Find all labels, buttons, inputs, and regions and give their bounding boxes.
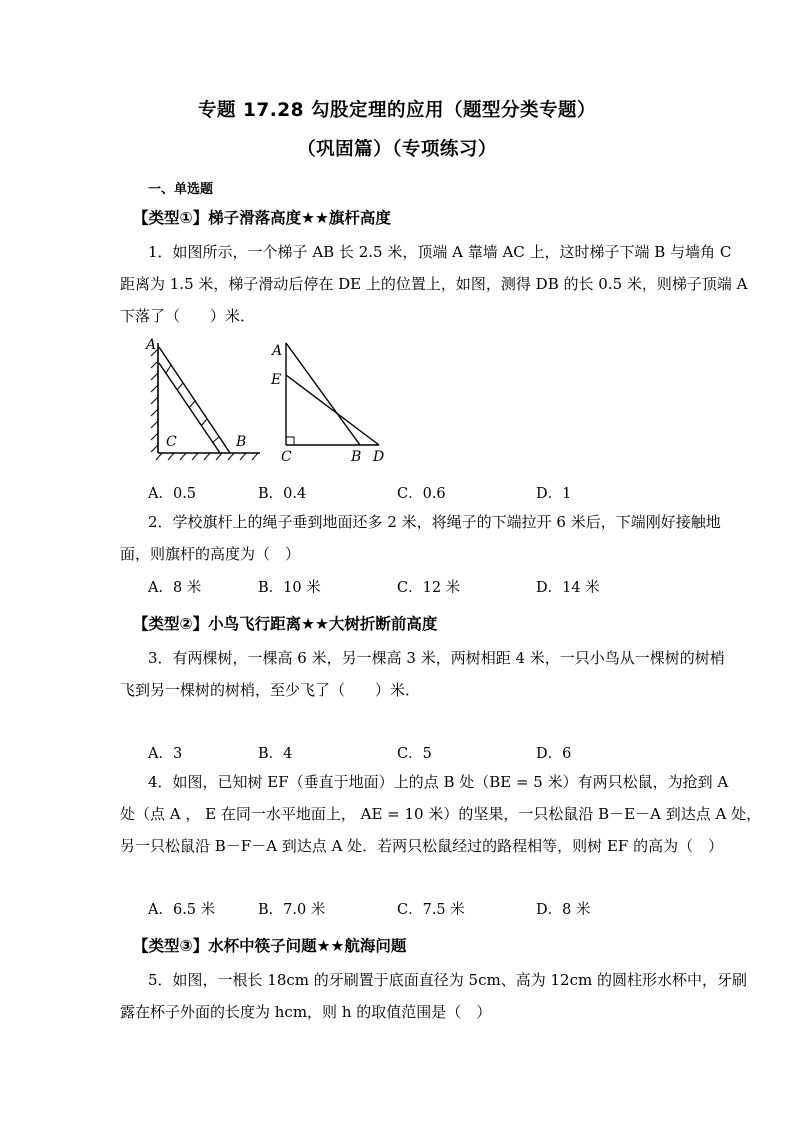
ladder-wall-figure: [140, 335, 270, 465]
question-1-line-3: 下落了（ ）米．: [120, 307, 256, 325]
fig1-label-a: A: [146, 337, 157, 353]
question-4-line-2: 处（点 A ， E 在同一水平地面上， AE = 10 米）的坚果，一只松鼠沿 B－E－A 到达点 A 处，: [120, 805, 762, 823]
q1-option-a: A．0.5: [148, 486, 197, 502]
question-1-line-2: 距离为 1.5 米，梯子滑动后停在 DE 上的位置上，如图，测得 DB 的长 0.5 米，则梯子顶端 A: [120, 275, 748, 293]
question-3-line-2: 飞到另一棵树的树梢，至少飞了（ ）米．: [120, 681, 421, 699]
question-4-line-1: 4．如图，已知树 EF（垂直于地面）上的点 B 处（BE = 5 米）有两只松鼠，为抢到 A: [148, 773, 729, 791]
fig2-label-e: E: [271, 372, 282, 388]
fig2-label-c: C: [281, 449, 292, 465]
question-5-line-2: 露在杯子外面的长度为 hcm，则 h 的取值范围是（ ）: [120, 1003, 492, 1021]
q4-option-c: C．7.5 米: [397, 902, 465, 918]
question-5-line-1: 5．如图，一根长 18cm 的牙刷置于底面直径为 5cm、高为 12cm 的圆柱形水杯中，牙刷: [148, 971, 747, 989]
question-1-line-1: 1．如图所示，一个梯子 AB 长 2.5 米，顶端 A 靠墙 AC 上，这时梯子下端 B 与墙角 C: [148, 243, 732, 261]
sliding-ladder-figure: [266, 335, 396, 465]
page-subtitle: （巩固篇）（专项练习）: [297, 139, 497, 160]
fig2-label-b: B: [351, 449, 362, 465]
q2-option-d: D．14 米: [536, 580, 600, 596]
category-heading-1: 【类型①】梯子滑落高度★★旗杆高度: [133, 209, 391, 227]
q2-option-a: A．8 米: [148, 580, 202, 596]
q1-option-c: C．0.6: [397, 486, 446, 502]
q2-option-b: B．10 米: [258, 580, 321, 596]
q3-option-a: A．3: [148, 746, 183, 762]
page-title: 专题 17.28 勾股定理的应用（题型分类专题）: [198, 100, 596, 121]
question-4-line-3: 另一只松鼠沿 B－F－A 到达点 A 处．若两只松鼠经过的路程相等，则树 EF 的高为（ ）: [120, 837, 724, 855]
section-heading: 一、单选题: [148, 182, 214, 197]
fig1-label-b: B: [236, 434, 247, 450]
q1-option-b: B．0.4: [258, 486, 307, 502]
q3-option-d: D．6: [536, 746, 572, 762]
q4-option-b: B．7.0 米: [258, 902, 326, 918]
q3-option-b: B．4: [258, 746, 293, 762]
q1-option-d: D．1: [536, 486, 572, 502]
q4-option-a: A．6.5 米: [148, 902, 216, 918]
question-2-line-2: 面，则旗杆的高度为（ ）: [120, 545, 301, 563]
question-3-line-1: 3．有两棵树，一棵高 6 米，另一棵高 3 米，两树相距 4 米，一只小鸟从一棵树的树梢: [148, 649, 725, 667]
category-heading-2: 【类型②】小鸟飞行距离★★大树折断前高度: [133, 615, 438, 633]
q3-option-c: C．5: [397, 746, 432, 762]
question-2-line-1: 2．学校旗杆上的绳子垂到地面还多 2 米，将绳子的下端拉开 6 米后，下端刚好接触地: [148, 513, 721, 531]
fig2-label-d: D: [373, 449, 385, 465]
q4-option-d: D．8 米: [536, 902, 591, 918]
fig1-label-c: C: [166, 434, 177, 450]
category-heading-3: 【类型③】水杯中筷子问题★★航海问题: [133, 937, 407, 955]
fig2-label-a: A: [272, 343, 283, 359]
q2-option-c: C．12 米: [397, 580, 461, 596]
